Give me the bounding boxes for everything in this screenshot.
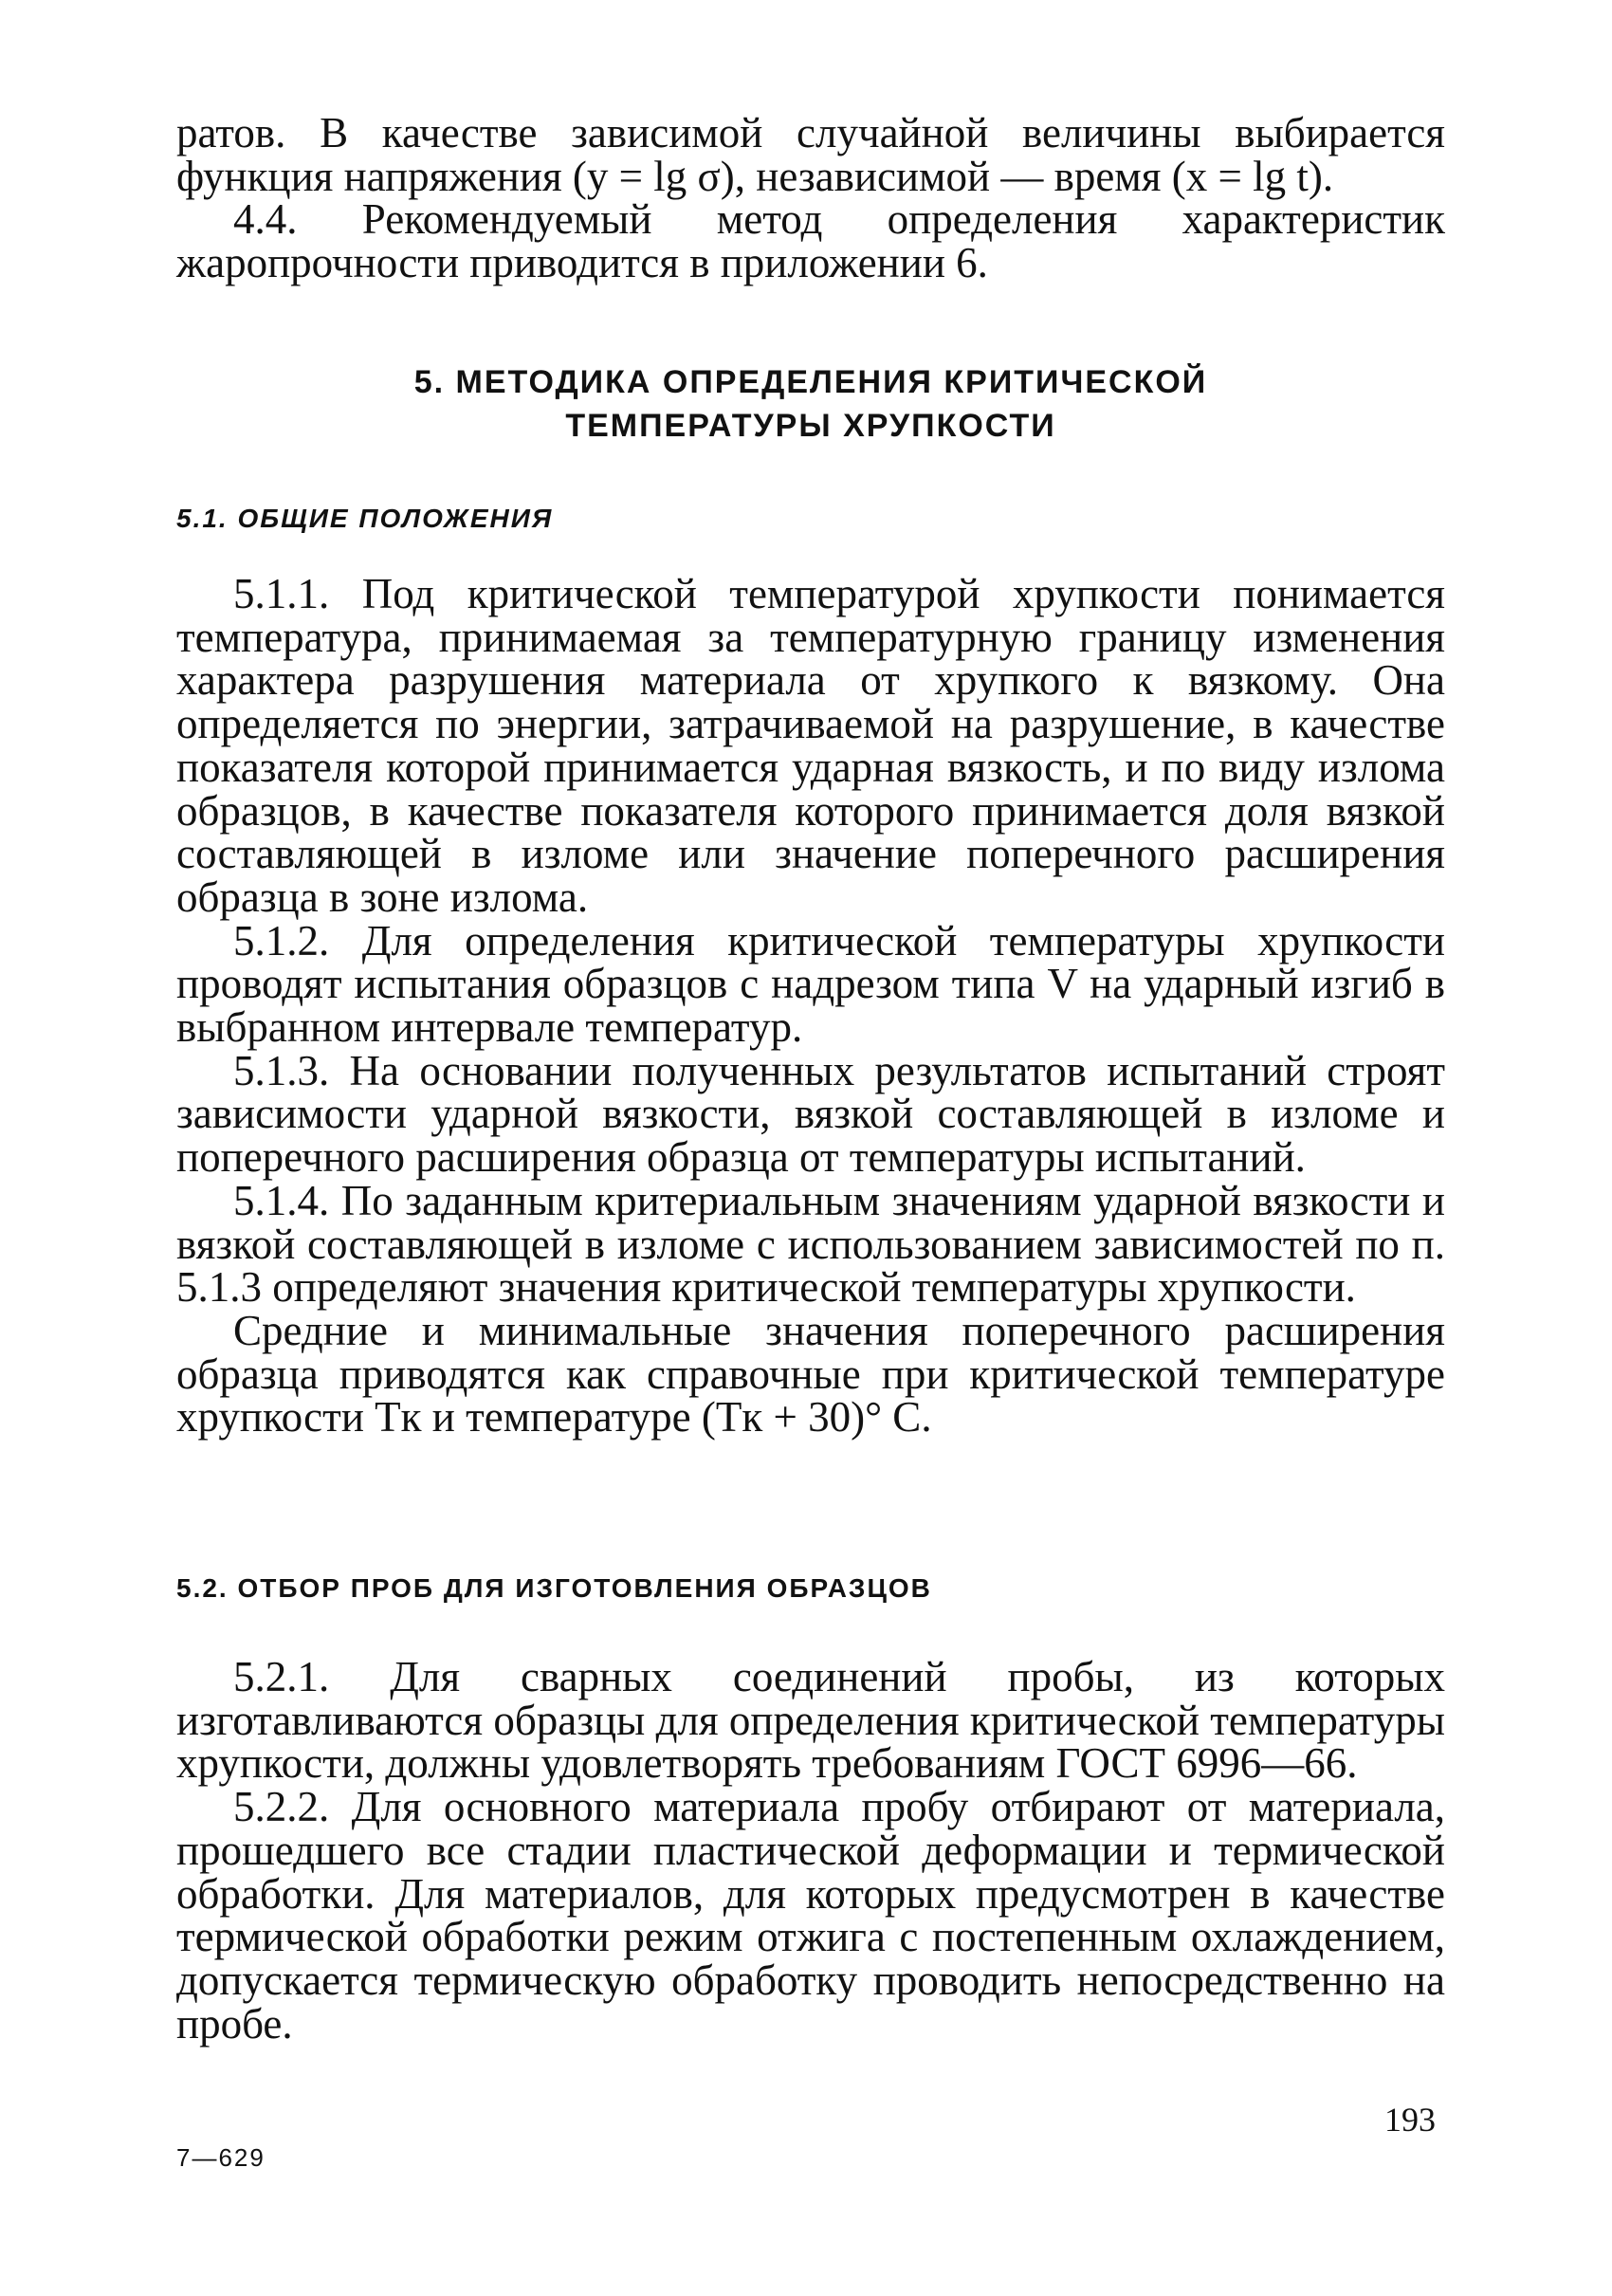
subsection-heading-5-2: 5.2. ОТБОР ПРОБ ДЛЯ ИЗГОТОВЛЕНИЯ ОБРАЗЦОВ [176, 1573, 932, 1603]
paragraph-5-2-1: 5.2.1. Для сварных соединений пробы, из которых изготавливаются образцы для определения критической температуры хрупкости, должны удовлетворять требованиям ГОСТ 6996—66. [176, 1653, 1445, 1788]
signature-mark: 7—629 [176, 2143, 266, 2172]
paragraph-5-1-3: 5.1.3. На основании полученных результатов испытаний строят зависимости ударной вязкости, вязкой составляющей в изломе и поперечного расширения образца от температуры испытаний. [176, 1046, 1445, 1182]
paragraph-continuation: ратов. В качестве зависимой случайной величины выбирается функция напряжения (y = lg σ), независимой — время (x = lg t). [176, 109, 1445, 200]
paragraph-note: Средние и минимальные значения поперечного расширения образца приводятся как справочные при критической температуре хрупкости Tк и температуре (Tк + 30)° С. [176, 1306, 1445, 1442]
paragraph-5-1-2: 5.1.2. Для определения критической температуры хрупкости проводят испытания образцов с надрезом типа V на ударный изгиб в выбранном интервале температур. [176, 916, 1445, 1052]
subsection-5-2-body [176, 1653, 1445, 2048]
subsection-heading-5-1: 5.1. ОБЩИЕ ПОЛОЖЕНИЯ [176, 504, 554, 533]
subsection-5-2-heading-block [176, 1572, 1445, 1605]
paragraph-5-1-4: 5.1.4. По заданным критериальным значениям ударной вязкости и вязкой составляющей в изломе с использованием зависимостей по п. 5.1.3 определяют значения критической температуры хрупкости. [176, 1176, 1445, 1312]
section-title-line-2: ТЕМПЕРАТУРЫ ХРУПКОСТИ [565, 408, 1056, 444]
top-text-block [176, 109, 1445, 287]
section-5-title [176, 360, 1445, 448]
paragraph-5-1-1: 5.1.1. Под критической температурой хрупкости понимается температура, принимаемая за температурную границу изменения характера разрушения материала от хрупкого к вязкому. Она определяется по энергии, затрачиваемой на разрушение, в качестве показателя которой принимается ударная вязкость, и по виду излома образцов, в качестве показателя которого принимается доля вязкой составляющей в изломе или значение поперечного расширения образца в зоне излома. [176, 570, 1445, 921]
page-number: 193 [1384, 2101, 1436, 2139]
subsection-5-1-body [176, 570, 1445, 1442]
subsection-5-1-heading-block [176, 503, 1445, 535]
paragraph-5-2-2: 5.2.2. Для основного материала пробу отбирают от материала, прошедшего все стадии пластической деформации и термической обработки. Для материалов, для которых предусмотрен в качестве термической обработки режим отжига с постепенным охлаждением, допускается термическую обработку проводить непосредственно на пробе. [176, 1783, 1445, 2048]
section-title-line-1: 5. МЕТОДИКА ОПРЕДЕЛЕНИЯ КРИТИЧЕСКОЙ [413, 364, 1208, 400]
paragraph-4-4: 4.4. Рекомендуемый метод определения характеристик жаропрочности приводится в приложении 6. [176, 195, 1445, 287]
